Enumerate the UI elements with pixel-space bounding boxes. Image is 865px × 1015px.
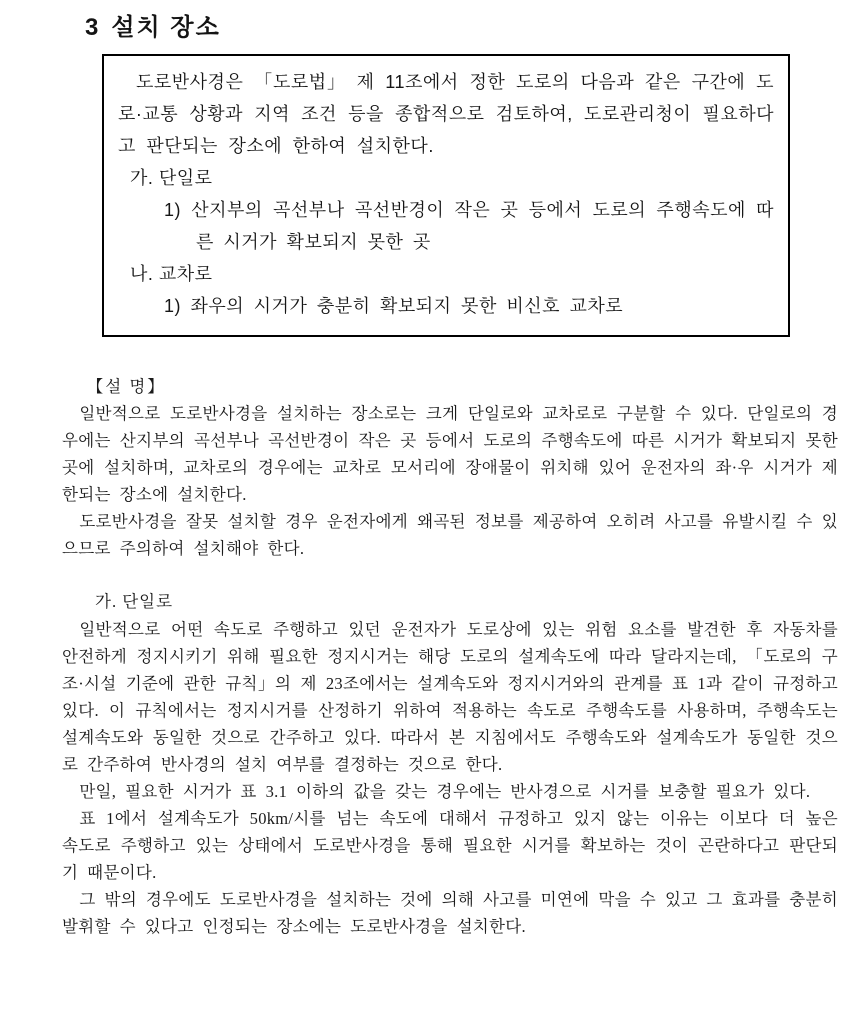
explanation-paragraph-1: 일반적으로 도로반사경을 설치하는 장소로는 크게 단일로와 교차로로 구분할 수 있다. 단일로의 경우에는 산지부의 곡선부나 곡선반경이 작은 곳 등에서 도로의 주행속도에 따른 시거가 확보되지 못한 곳에 설치하며, 교차로의 경우에는 교차로 모서리에 장애물이 위치해 있어 운전자의 좌·우 시거가 제한되는 장소에 설치한다. <box>62 404 838 504</box>
subsection-paragraph-1: 일반적으로 어떤 속도로 주행하고 있던 운전자가 도로상에 있는 위험 요소를 발견한 후 자동차를 안전하게 정지시키기 위해 필요한 정지시거는 해당 도로의 설계속도에 따라 달라지는데, 「도로의 구조·시설 기준에 관한 규칙」의 제 23조에서는 설계속도와 정지시거와의 관계를 표 1과 같이 규정하고 있다. 이 규칙에서는 정지시거를 산정하기 위하여 적용하는 속도로 주행속도를 사용하며, 주행속도는 설계속도와 동일한 것으로 간주하고 있다. 따라서 본 지침에서도 주행속도와 설계속도가 동일한 것으로 간주하여 반사경의 설치 여부를 결정하는 것으로 한다. <box>62 620 838 774</box>
provision-item-ga-label: 가. 단일로 <box>130 168 213 188</box>
provision-box <box>102 54 790 337</box>
subsection-heading: 가. 단일로 <box>95 592 174 611</box>
explanation-section <box>62 373 838 940</box>
explanation-heading: 【설 명】 <box>86 377 166 396</box>
section-heading <box>85 14 865 42</box>
provision-item-na-label: 나. 교차로 <box>130 264 213 284</box>
subsection-paragraph-3: 표 1에서 설계속도가 50km/시를 넘는 속도에 대해서 규정하고 있지 않는 이유는 이보다 더 높은 속도로 주행하고 있는 상태에서 도로반사경을 통해 필요한 시거를 확보하는 것이 곤란하다고 판단되기 때문이다. <box>62 809 838 882</box>
section-number: 3 <box>85 14 99 41</box>
subsection-paragraph-4: 그 밖의 경우에도 도로반사경을 설치하는 것에 의해 사고를 미연에 막을 수 있고 그 효과를 충분히 발휘할 수 있다고 인정되는 장소에는 도로반사경을 설치한다. <box>62 890 838 936</box>
provision-intro: 도로반사경은 「도로법」 제 11조에서 정한 도로의 다음과 같은 구간에 도로·교통 상황과 지역 조건 등을 종합적으로 검토하여, 도로관리청이 필요하다고 판단되는 장소에 한하여 설치한다. <box>118 72 774 156</box>
provision-item-ga-sub1: 1) 산지부의 곡선부나 곡선반경이 작은 곳 등에서 도로의 주행속도에 따른 시거가 확보되지 못한 곳 <box>164 200 774 252</box>
section-title-text: 설치 장소 <box>111 14 221 41</box>
document-page <box>0 14 865 1015</box>
explanation-paragraph-2: 도로반사경을 잘못 설치할 경우 운전자에게 왜곡된 정보를 제공하여 오히려 사고를 유발시킬 수 있으므로 주의하여 설치해야 한다. <box>62 512 838 558</box>
subsection-paragraph-2: 만일, 필요한 시거가 표 3.1 이하의 값을 갖는 경우에는 반사경으로 시거를 보충할 필요가 있다. <box>79 782 811 801</box>
provision-item-na-sub1: 1) 좌우의 시거가 충분히 확보되지 못한 비신호 교차로 <box>164 296 624 316</box>
